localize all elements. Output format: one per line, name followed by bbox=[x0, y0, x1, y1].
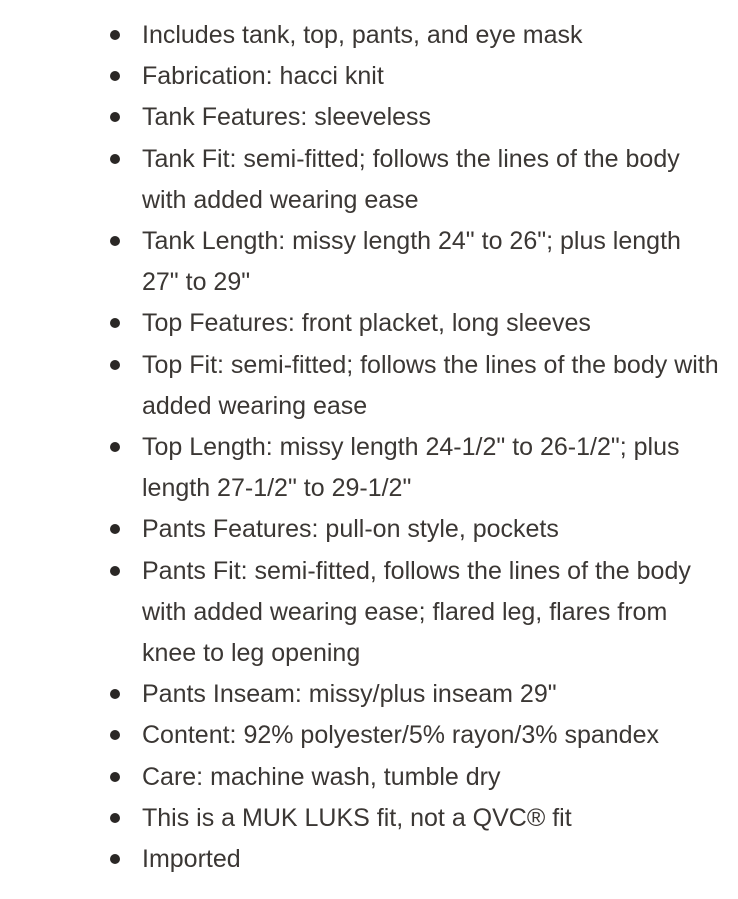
list-item-text: This is a MUK LUKS fit, not a QVC® fit bbox=[142, 803, 572, 832]
list-item bbox=[0, 221, 738, 303]
bullet-icon bbox=[110, 772, 120, 782]
bullet-icon bbox=[110, 442, 120, 452]
list-item-text: Content: 92% polyester/5% rayon/3% spandex bbox=[142, 721, 659, 750]
list-item-text: Tank Fit: semi-fitted; follows the lines of the body with added wearing ease bbox=[142, 144, 680, 214]
list-item bbox=[0, 715, 738, 756]
list-item-text: Top Fit: semi-fitted; follows the lines of the body with added wearing ease bbox=[142, 350, 719, 420]
list-item-text: Pants Fit: semi-fitted, follows the lines of the body with added wearing ease; flared leg, flares from knee to leg opening bbox=[142, 556, 691, 668]
list-item-text: Top Length: missy length 24-1/2" to 26-1/2"; plus length 27-1/2" to 29-1/2" bbox=[142, 433, 680, 503]
bullet-icon bbox=[110, 524, 120, 534]
list-item-text: Imported bbox=[142, 845, 241, 874]
bullet-icon bbox=[110, 813, 120, 823]
list-item bbox=[0, 139, 738, 221]
list-item bbox=[0, 551, 738, 675]
bullet-icon bbox=[110, 112, 120, 122]
list-item bbox=[0, 509, 738, 550]
bullet-icon bbox=[110, 71, 120, 81]
list-item bbox=[0, 798, 738, 839]
list-item bbox=[0, 97, 738, 138]
bullet-icon bbox=[110, 318, 120, 328]
list-item-text: Fabrication: hacci knit bbox=[142, 62, 384, 91]
list-item bbox=[0, 839, 738, 880]
bullet-icon bbox=[110, 154, 120, 164]
list-item-text: Top Features: front placket, long sleeves bbox=[142, 309, 591, 338]
list-item-text: Care: machine wash, tumble dry bbox=[142, 762, 501, 791]
list-item bbox=[0, 757, 738, 798]
list-item-text: Pants Features: pull-on style, pockets bbox=[142, 515, 559, 544]
list-item-text: Tank Features: sleeveless bbox=[142, 103, 432, 132]
list-item bbox=[0, 345, 738, 427]
bullet-icon bbox=[110, 30, 120, 40]
bullet-icon bbox=[110, 854, 120, 864]
bullet-icon bbox=[110, 236, 120, 246]
bullet-icon bbox=[110, 689, 120, 699]
list-item-text: Tank Length: missy length 24" to 26"; plus length 27" to 29" bbox=[142, 227, 681, 297]
list-item-text: Pants Inseam: missy/plus inseam 29" bbox=[142, 680, 557, 709]
product-details-list bbox=[0, 15, 738, 880]
list-item bbox=[0, 15, 738, 56]
list-item-text: Includes tank, top, pants, and eye mask bbox=[142, 21, 583, 49]
bullet-icon bbox=[110, 730, 120, 740]
list-item bbox=[0, 674, 738, 715]
bullet-icon bbox=[110, 360, 120, 370]
list-item bbox=[0, 427, 738, 509]
bullet-icon bbox=[110, 566, 120, 576]
list-item bbox=[0, 303, 738, 344]
list-item bbox=[0, 56, 738, 97]
